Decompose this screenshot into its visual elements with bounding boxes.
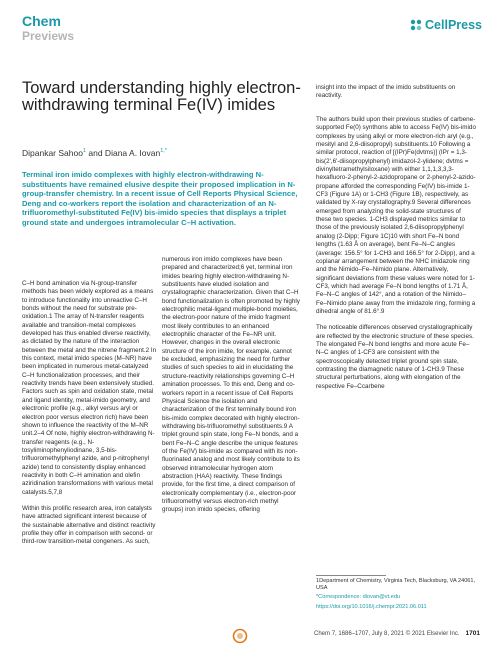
author-2-affil: 1,* (160, 148, 167, 155)
affiliation: 1Department of Chemistry, Virginia Tech, Blacksburg, VA 24061, USA (316, 578, 476, 592)
paragraph: C–H bond amination via N-group-transfer methods has been widely explored as a means to introduce functionality into unreactive C–H bonds without the need for substrate pre-oxidation.1 The array of N-transfer reagents available and transition-metal complexes developed has thus enabled diverse reactivity, as dictated by the nature of the interaction between the metal and the nitrene fragment.2 In this context, metal imido species (M–NR) have been implicated in numerous metal-catalyzed C–H functionalization processes, and their reactivity trends have been extensively studied. Factors such as spin and oxidation state, metal and ligand identity, metal-imido geometry, and electronic profile (e.g., alkyl versus aryl or electron poor versus electron rich) have been shown to influence the reactivity of the M–NR unit.2–4 Of note, highly electron-withdrawing N-transfer reagents (e.g., N-tosyliminophenyliodinane, 3,5-bis-trifluoromethylphenyl azide, and p-nitrophenyl azide) tend to consistently display enhanced reactivity in both C–H amination and olefin aziridination transformations with various metal catalysts.5,7,8 (22, 280, 157, 496)
page-footer (314, 630, 480, 637)
journal-header (22, 14, 74, 42)
affiliation-block (316, 578, 476, 613)
paragraph: numerous iron imido complexes have been prepared and characterized;6 yet, terminal iron imides bearing highly electron-withdrawing N-substituents have eluded isolation and crystallographic characterization. Given that C–H bond functionalization is often promoted by highly electrophilic metal-ligand multiple-bond moieties, the electron-poor nature of the imido fragment most likely contributes to an enhanced electrophilic character of the Fe–NR unit. However, changes in the overall electronic structure of the iron imide, for example, cannot be excluded, emphasizing the need for further studies of such species to aid in elucidating the structure-reactivity relationships governing C–H amination processes. To this end, Deng and co-workers report in a recent issue of Cell Reports Physical Science the isolation and characterization of the first terminally bound iron bis-imido complex decorated with highly electron-withdrawing bis-trifluoromethyl substituents.9 A triplet ground spin state, long Fe–N bonds, and a bent Fe–N–C angle describe the unique features of the Fe(IV) bis-imide as compared with its non-fluorinated analog and most likely contribute to its observed intramolecular hydrogen atom abstraction (HAA) reactivity. These findings provide, for the first time, a direct comparison of electronically complementary (i.e., electron-poor trifluoromethyl versus electron-rich methyl groups) iron imido species, offering (162, 256, 300, 514)
page-number: 1701 (465, 630, 480, 637)
cellpress-brand[interactable] (410, 18, 482, 32)
body-column-2 (162, 256, 300, 523)
article-title: Toward understanding highly electron-withdrawing terminal Fe(IV) imides (22, 79, 301, 114)
paragraph: The noticeable differences observed crystallographically are reflected by the electronic structure of these species. The elongated Fe–N bond lengths and more acute Fe–N–C angles of 1-CF3 are consistent with the spectroscopically detected triplet ground spin state, contrasting the diamagnetic nature of 1-CH3.9 These structural perturbations, along with elongation of the respective Fe–Ccarbene (316, 324, 474, 390)
body-column-1 (22, 280, 157, 555)
author-2[interactable]: and Diana A. Iovan (86, 148, 161, 158)
author-line (22, 148, 167, 158)
paragraph: The authors build upon their previous studies of carbene-supported Fe(0) synthons able to access Fe(IV) bis-imido complexes by using alkyl or more electron-rich aryl (e.g., mesityl and 2,6-diisopropyl) substituents.10 Following a similar protocol, reaction of [(IPr)Fe(dvtms)] (IPr = 1,3-bis(2',6'-diisopropylphenyl) imidazol-2-ylidene; dvtms = divinyltetramethylsiloxane) with either 1,1,1,3,3,3-hexafluoro-2-phenyl-2-azidopropane or 2-phenyl-2-azido-propane afforded the corresponding Fe(IV) bis-imide 1-CF3 (Figure 1A) or 1-CH3 (Figure 1B), respectively, as validated by X-ray crystallography.9 Several differences emerged from analyzing the solid-state structures of these two species. 1-CH3 displayed metrics similar to those of the previously isolated 2,6-diisopropylphenyl analog (2-Dipp; Figure 1C)10 with short Fe–N bond lengths (1.63 Å on average), bent Fe–N–C angles (average: 156.5° for 1-CH3 and 166.5° for 2-Dipp), and a coplanar arrangement between the NHC imidazole ring and the Nimido–Fe–Nimido plane. Alternatively, significant deviations from these values were noted for 1-CF3, which had average Fe–N bond lengths of 1.71 Å, Fe–N–C angles of 142°, and a rotation of the Nimido–Fe–Nimido plane away from the imidazole ring, forming a dihedral angle of 81.6°.9 (316, 116, 476, 315)
citation-text: Chem 7, 1686–1707, July 8, 2021 © 2021 Elsevier Inc. (314, 630, 460, 637)
correspondence-link[interactable]: *Correspondence: diovan@vt.edu (316, 594, 401, 601)
doi-link[interactable]: https://doi.org/10.1016/j.chempr.2021.06.011 (316, 603, 427, 610)
body-column-3 (316, 116, 476, 399)
journal-name: Chem (22, 13, 61, 29)
column-3-intro: insight into the impact of the imido substituents on reactivity. (316, 84, 456, 100)
abstract: Terminal iron imido complexes with highly electron-withdrawing N-substituents have remained elusive despite their proposed implication in N-group-transfer chemistry. In a recent issue of Cell Reports Physical Science, Deng and co-workers report the isolation and characterization of an N-trifluoromethyl-substituted Fe(IV) bis-imido species that displays a triplet ground state and undergoes intramolecular C–H activation. (22, 170, 298, 227)
author-1[interactable]: Dipankar Sahoo (22, 148, 83, 158)
elsevier-ring-icon (232, 628, 248, 644)
author-1-affil: 1 (82, 148, 87, 155)
brand-label: CellPress (425, 18, 482, 32)
section-name: Previews (22, 29, 75, 43)
cellpress-logo-icon (410, 19, 422, 31)
paragraph: Within this prolific research area, iron catalysts have attracted significant interest because of the sustainable alternative and distinct reactivity profile they offer in comparison with second- or third-row transition-metal congeners. As such, (22, 504, 156, 546)
footnote-divider (316, 575, 386, 576)
